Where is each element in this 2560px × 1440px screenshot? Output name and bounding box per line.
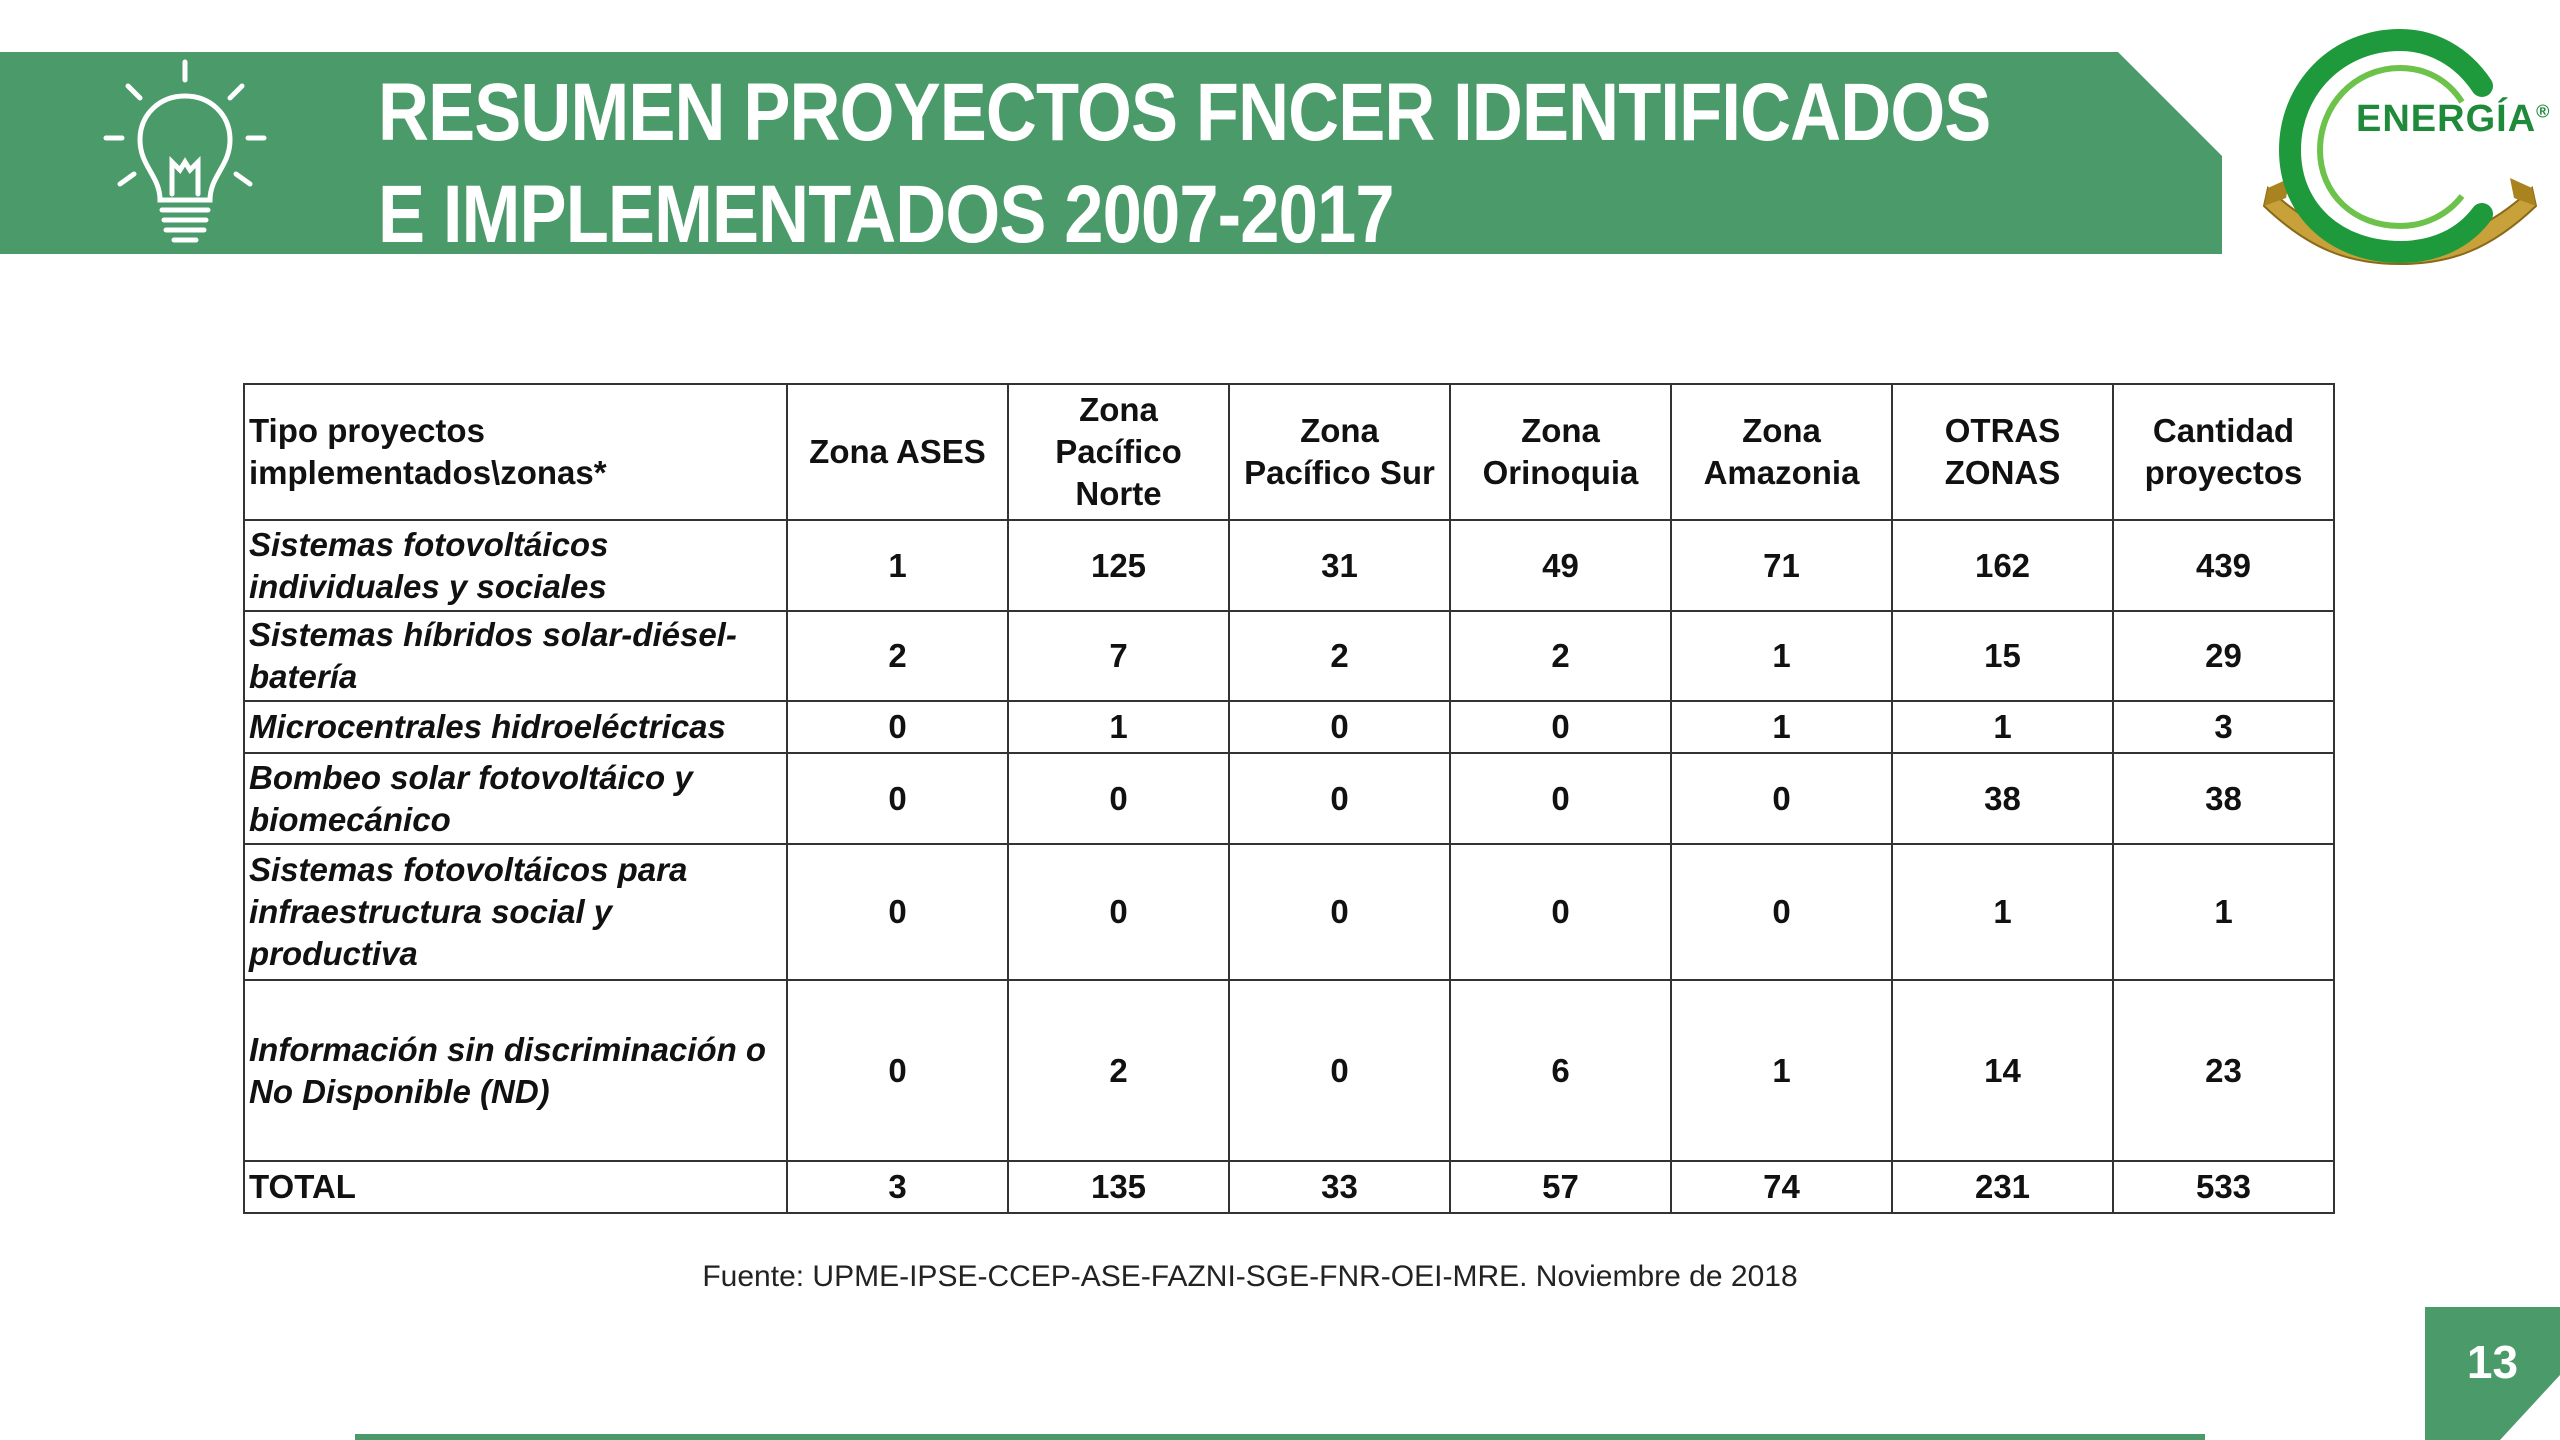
cell-value: 125 [1008,520,1229,611]
logo-text [2356,98,2550,141]
cell-value: 38 [1892,753,2113,844]
total-value: 135 [1008,1161,1229,1213]
cell-value: 2 [787,611,1008,701]
header-zona-orinoquia: Zona Orinoquia [1450,384,1671,520]
cell-value: 7 [1008,611,1229,701]
header-zona-ases: Zona ASES [787,384,1008,520]
total-value: 3 [787,1161,1008,1213]
cell-value: 0 [1671,753,1892,844]
table-row [244,844,2334,980]
cell-value: 0 [787,753,1008,844]
cell-value: 38 [2113,753,2334,844]
row-type: Sistemas fotovoltáicos para infraestructura social y productiva [244,844,787,980]
row-type: Información sin discriminación o No Disponible (ND) [244,980,787,1161]
cell-value: 2 [1450,611,1671,701]
cell-value: 71 [1671,520,1892,611]
cell-value: 1 [1671,980,1892,1161]
energia-logo-icon [2250,28,2550,268]
total-value: 33 [1229,1161,1450,1213]
header-zona-pacifico-norte: Zona Pacífico Norte [1008,384,1229,520]
cell-value: 23 [2113,980,2334,1161]
cell-value: 0 [1450,701,1671,753]
row-type: Microcentrales hidroeléctricas [244,701,787,753]
cell-value: 2 [1008,980,1229,1161]
cell-value: 1 [1008,701,1229,753]
source-note: Fuente: UPME-IPSE-CCEP-ASE-FAZNI-SGE-FNR-OEI-MRE. Noviembre de 2018 [702,1260,1798,1293]
cell-value: 3 [2113,701,2334,753]
cell-value: 2 [1229,611,1450,701]
projects-table [243,383,2335,1214]
total-value: 57 [1450,1161,1671,1213]
lightbulb-icon [100,58,270,248]
page-title [378,62,1991,266]
table-row [244,520,2334,611]
cell-value: 14 [1892,980,2113,1161]
table-header-row [244,384,2334,520]
cell-value: 29 [2113,611,2334,701]
header-type: Tipo proyectos implementados\zonas* [244,384,787,520]
cell-value: 1 [1671,611,1892,701]
cell-value: 0 [1671,844,1892,980]
table-row [244,701,2334,753]
cell-value: 1 [787,520,1008,611]
cell-value: 0 [1008,844,1229,980]
footer-divider [355,1434,2205,1440]
cell-value: 15 [1892,611,2113,701]
cell-value: 1 [1892,701,2113,753]
row-type: Bombeo solar fotovoltáico y biomecánico [244,753,787,844]
table-row [244,611,2334,701]
cell-value: 6 [1450,980,1671,1161]
row-type: Sistemas híbridos solar-diésel-batería [244,611,787,701]
cell-value: 0 [1008,753,1229,844]
table-row [244,980,2334,1161]
cell-value: 0 [1229,844,1450,980]
total-value: 533 [2113,1161,2334,1213]
table-row [244,753,2334,844]
cell-value: 0 [787,980,1008,1161]
total-value: 231 [1892,1161,2113,1213]
title-line-2: E IMPLEMENTADOS 2007-2017 [378,169,1394,260]
logo-registered-mark: ® [2536,101,2551,122]
header-zona-pacifico-sur: Zona Pacífico Sur [1229,384,1450,520]
cell-value: 162 [1892,520,2113,611]
cell-value: 0 [1450,753,1671,844]
cell-value: 0 [1229,701,1450,753]
cell-value: 0 [787,844,1008,980]
total-value: 74 [1671,1161,1892,1213]
cell-value: 0 [787,701,1008,753]
header-cantidad-proyectos: Cantidad proyectos [2113,384,2334,520]
header-zona-amazonia: Zona Amazonia [1671,384,1892,520]
row-type: Sistemas fotovoltáicos individuales y sociales [244,520,787,611]
cell-value: 31 [1229,520,1450,611]
cell-value: 1 [1671,701,1892,753]
cell-value: 1 [1892,844,2113,980]
logo-word: ENERGÍA [2356,98,2537,140]
title-line-1: RESUMEN PROYECTOS FNCER IDENTIFICADOS [378,67,1991,158]
cell-value: 0 [1450,844,1671,980]
cell-value: 439 [2113,520,2334,611]
cell-value: 0 [1229,753,1450,844]
cell-value: 1 [2113,844,2334,980]
header-otras-zonas: OTRAS ZONAS [1892,384,2113,520]
cell-value: 0 [1229,980,1450,1161]
cell-value: 49 [1450,520,1671,611]
table-total-row [244,1161,2334,1213]
total-label: TOTAL [244,1161,787,1213]
page-number: 13 [2466,1336,2519,1388]
